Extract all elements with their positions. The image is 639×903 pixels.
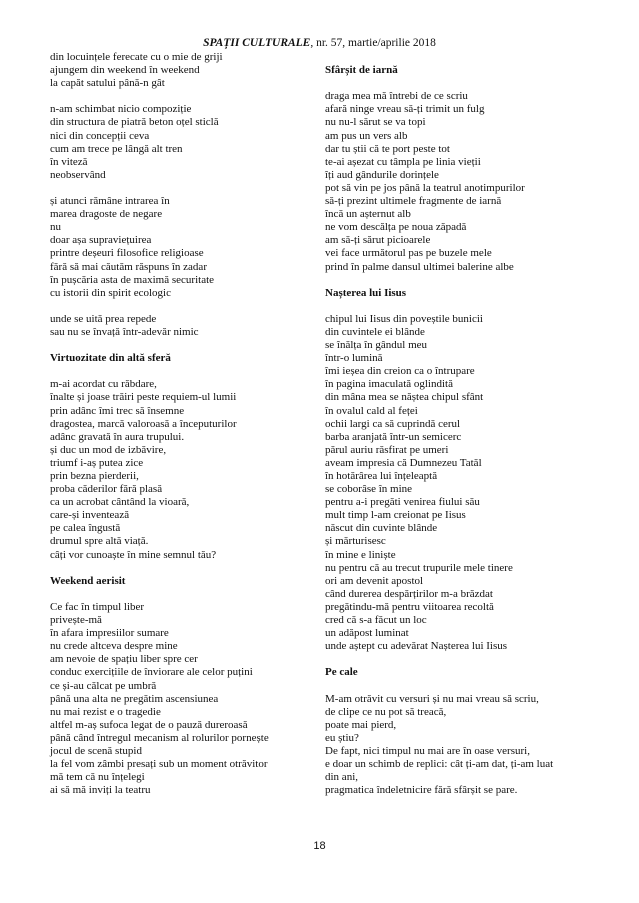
stanza-break bbox=[50, 365, 320, 378]
poem-line: adânc gravată în aura trupului. bbox=[50, 430, 185, 443]
poem-line: te-ai așezat cu tâmpla pe linia vieții bbox=[325, 155, 481, 168]
poem-line: pe calea îngustă bbox=[50, 522, 121, 535]
poem-line: mult timp l-am creionat pe Iisus bbox=[325, 509, 466, 522]
poem-line: îți aud gândurile dorințele bbox=[325, 168, 439, 181]
stanza-break bbox=[325, 300, 615, 313]
poem-line: aveam impresia că Dumnezeu Tatăl bbox=[325, 456, 482, 469]
poem-line: barba aranjată într-un semicerc bbox=[325, 430, 462, 443]
poem-line: să-ți prezint ultimele fragmente de iarnă bbox=[325, 195, 502, 208]
poem-line: în pagina imaculată oglindită bbox=[325, 378, 453, 391]
stanza-break bbox=[50, 182, 320, 195]
poem-line: am să-ți sărut picioarele bbox=[325, 234, 431, 247]
poem-line: din structura de piatră beton oțel sticlă bbox=[50, 116, 219, 129]
poem-line: neobservând bbox=[50, 168, 106, 181]
poem-line: pot să vin pe jos până la teatrul anotimpurilor bbox=[325, 181, 525, 194]
poem-line: ce și-au călcat pe umbră bbox=[50, 679, 157, 692]
poem-line: De fapt, nici timpul nu mai are în oase versuri, bbox=[325, 744, 530, 757]
poem-line: draga mea mă întrebi de ce scriu bbox=[325, 90, 468, 103]
poem-line: Ce fac în timpul liber bbox=[50, 600, 145, 613]
stanza-break bbox=[50, 90, 320, 103]
poem-line: în afara impresiilor sumare bbox=[50, 627, 169, 640]
poem-line: și duc un mod de izbăvire, bbox=[50, 443, 167, 456]
stanza-break bbox=[50, 562, 320, 575]
poem-title: Virtuozitate din altă sferă bbox=[50, 352, 171, 365]
poem-line: cu istorii din spirit ecologic bbox=[50, 286, 171, 299]
issue-info: , nr. 57, martie/aprilie 2018 bbox=[310, 37, 436, 49]
poem-line: pregătindu-mă pentru viitoarea recoltă bbox=[325, 600, 494, 613]
poem-line: încă un așternut alb bbox=[325, 208, 411, 221]
journal-title: SPAȚII CULTURALE bbox=[203, 37, 311, 49]
poem-line: născut din cuvinte blânde bbox=[325, 522, 438, 535]
poem-line: doar așa supraviețuirea bbox=[50, 234, 152, 247]
poem-line: nu nu-l sărut se va topi bbox=[325, 116, 426, 129]
poem-line: chipul lui Iisus din poveștile bunicii bbox=[325, 312, 483, 325]
poem-line: nu pentru că au trecut trupurile mele tinere bbox=[325, 561, 513, 574]
poem-line: până una alta ne pregătim ascensiunea bbox=[50, 692, 219, 705]
poem-line: nu crede altceva despre mine bbox=[50, 640, 178, 653]
poem-line: la fel vom zâmbi presați sub un moment otrăvitor bbox=[50, 758, 268, 771]
page-number: 18 bbox=[313, 840, 326, 852]
poem-line: drumul spre altă viață. bbox=[50, 535, 149, 548]
poem-line: prin adânc îmi trec să însemne bbox=[50, 404, 185, 417]
poem-line: unde aștept cu adevărat Nașterea lui Iisus bbox=[325, 640, 508, 653]
poem-line: în ovalul cald al feței bbox=[325, 404, 418, 417]
poem-line: în mine e liniște bbox=[325, 548, 396, 561]
poem-line: și atunci rămâne intrarea în bbox=[50, 195, 170, 208]
poem-line: proba căderilor fără plasă bbox=[50, 483, 163, 496]
poem-line: am pus un vers alb bbox=[325, 129, 408, 142]
poem-line: cum am trece pe lângă alt tren bbox=[50, 142, 183, 155]
poem-line: e doar un schimb de replici: cât ți-am dat, ți-am luat bbox=[325, 758, 554, 771]
poem-line: altfel m-aș sufoca legat de o pauză dureroasă bbox=[50, 718, 248, 731]
poem-line: și mărturisesc bbox=[325, 535, 386, 548]
poem-line: am nevoie de spațiu liber spre cer bbox=[50, 653, 198, 666]
poem-line: se coborâse în mine bbox=[325, 483, 413, 496]
stanza-break bbox=[325, 653, 615, 666]
poem-line: conduc exercițiile de înviorare ale celor puțini bbox=[50, 666, 253, 679]
poem-line: într-o lumină bbox=[325, 352, 383, 365]
poem-line: în viteză bbox=[50, 155, 88, 168]
poem-line: din cuvintele ei blânde bbox=[325, 325, 425, 338]
poem-line: de clipe ce nu pot să treacă, bbox=[325, 705, 447, 718]
stanza-break bbox=[50, 588, 320, 601]
poem-line: eu știu? bbox=[325, 731, 359, 744]
poem-line: m-ai acordat cu răbdare, bbox=[50, 378, 157, 391]
poem-line: dar tu știi că te port peste tot bbox=[325, 142, 450, 155]
poem-title: Pe cale bbox=[325, 666, 358, 679]
poem-line: nici din concepții ceva bbox=[50, 129, 150, 142]
poem-line: părul auriu răsfirat pe umeri bbox=[325, 443, 449, 456]
poem-line: din locuințele ferecate cu o mie de griji bbox=[50, 51, 223, 63]
poem-line: poate mai pierd, bbox=[325, 718, 397, 731]
poem-line: prind în palme dansul ultimei balerine albe bbox=[325, 260, 514, 273]
poem-line: afară ninge vreau să-ți trimit un fulg bbox=[325, 103, 485, 116]
poem-line: se înălța în gândul meu bbox=[325, 339, 428, 352]
poem-line: fără să mai căutăm răspuns în zadar bbox=[50, 260, 207, 273]
poem-line: mă tem că nu înțelegi bbox=[50, 771, 145, 784]
poem-line: cred că s-a făcut un loc bbox=[325, 614, 427, 627]
poem-line: la capăt satului până-n gât bbox=[50, 77, 165, 90]
stanza-break bbox=[325, 274, 615, 287]
stanza-break bbox=[325, 51, 615, 64]
poem-line: care-și inventează bbox=[50, 509, 130, 522]
stanza-break bbox=[50, 339, 320, 352]
poem-line: ne vom descălța pe noua zăpadă bbox=[325, 221, 467, 234]
poem-line: dragostea, marcă valoroasă a începuturilor bbox=[50, 417, 237, 430]
stanza-break bbox=[50, 300, 320, 313]
poem-line: nu mai rezist e o tragedie bbox=[50, 705, 161, 718]
poem-line: ochii largi ca să cuprindă cerul bbox=[325, 417, 461, 430]
poem-line: când durerea despărțirilor m-a brăzdat bbox=[325, 587, 493, 600]
poem-line: M-am otrăvit cu versuri și nu mai vreau să scriu, bbox=[325, 692, 539, 705]
poem-line: ai să mă inviți la teatru bbox=[50, 784, 151, 797]
poem-line: pragmatica îndeletnicire fără sfârșit se pare. bbox=[325, 784, 518, 797]
stanza-break bbox=[325, 77, 615, 90]
poem-line: privește-mă bbox=[50, 614, 102, 627]
poem-line: ajungem din weekend în weekend bbox=[50, 64, 200, 77]
poem-line: sau nu se învață într-adevăr nimic bbox=[50, 325, 199, 338]
left-column bbox=[50, 51, 320, 797]
poem-line: un adăpost luminat bbox=[325, 627, 409, 640]
stanza-break bbox=[325, 680, 615, 693]
poem-line: pentru a-i pregăti venirea fiului său bbox=[325, 496, 480, 509]
poem-line: vei face următorul pas pe buzele mele bbox=[325, 247, 492, 260]
page-header bbox=[0, 37, 639, 50]
poem-line: din mâna mea se năștea chipul sfânt bbox=[325, 391, 484, 404]
poem-line: până când întregul mecanism al rolurilor pornește bbox=[50, 731, 269, 744]
poem-line: ca un acrobat cântând la vioară, bbox=[50, 496, 190, 509]
poem-line: printre deșeuri filosofice religioase bbox=[50, 247, 204, 260]
poem-line: marea dragoste de negare bbox=[50, 208, 163, 221]
poem-line: prin bezna pierderii, bbox=[50, 470, 139, 482]
poem-title: Sfârșit de iarnă bbox=[325, 64, 398, 77]
poem-line: triumf i-aș putea zice bbox=[50, 456, 144, 469]
poem-line: în pușcăria asta de maximă securitate bbox=[50, 273, 215, 286]
poem-line: jocul de scenă stupid bbox=[50, 744, 142, 757]
poem-title: Nașterea lui Iisus bbox=[325, 286, 407, 299]
right-column bbox=[325, 51, 615, 797]
poem-line: ori am devenit apostol bbox=[325, 574, 424, 587]
poem-line: din ani, bbox=[325, 771, 358, 784]
poem-line: îmi ieșea din creion ca o întrupare bbox=[325, 365, 475, 378]
poem-line: câți vor cunoaște în mine semnul tău? bbox=[50, 548, 217, 561]
poem-line: nu bbox=[50, 221, 61, 234]
poem-line: n-am schimbat nicio compoziție bbox=[50, 103, 192, 116]
poem-line: unde se uită prea repede bbox=[50, 312, 157, 325]
poem-line: înalte și joase trăiri peste requiem-ul lumii bbox=[50, 391, 237, 404]
poem-line: în hotărârea lui înțeleaptă bbox=[325, 470, 438, 482]
poem-title: Weekend aerisit bbox=[50, 574, 126, 587]
